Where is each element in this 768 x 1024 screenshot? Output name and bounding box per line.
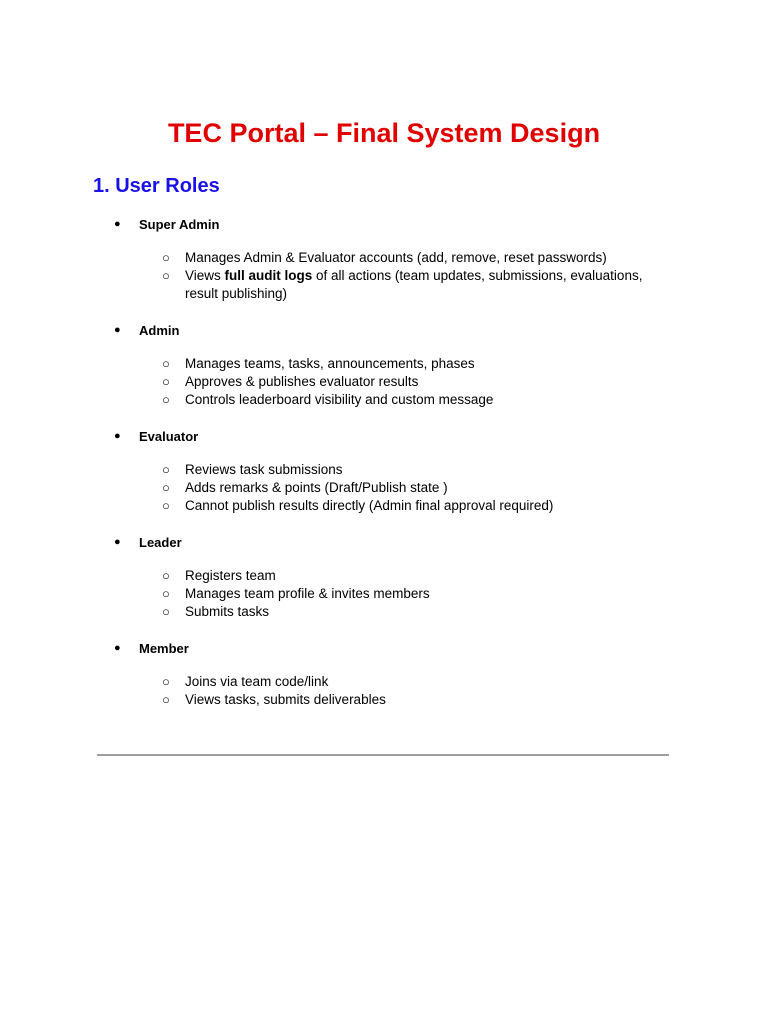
hollow-bullet-icon: ○ <box>162 586 170 601</box>
item-text: Manages Admin & Evaluator accounts (add, remove, reset passwords) <box>185 250 607 265</box>
item-text: Submits tasks <box>185 604 270 619</box>
list-item <box>0 691 768 709</box>
filled-bullet-icon: ● <box>114 324 121 336</box>
list-item <box>0 391 768 409</box>
role-name: Leader <box>139 535 182 550</box>
list-item <box>0 585 768 603</box>
list-item <box>0 267 768 303</box>
role-name: Member <box>139 641 189 656</box>
item-text: Registers team <box>185 568 276 583</box>
hollow-bullet-icon: ○ <box>162 604 170 619</box>
hollow-bullet-icon: ○ <box>162 498 170 513</box>
list-item <box>0 249 768 267</box>
role-super-admin <box>0 214 768 303</box>
item-text: Manages team profile & invites members <box>185 586 430 601</box>
filled-bullet-icon: ● <box>114 642 121 654</box>
hollow-bullet-icon: ○ <box>162 674 170 689</box>
list-item <box>0 673 768 691</box>
filled-bullet-icon: ● <box>114 430 121 442</box>
role-member <box>0 638 768 709</box>
item-text: Views tasks, submits deliverables <box>185 692 386 707</box>
role-admin <box>0 320 768 409</box>
item-text: Manages teams, tasks, announcements, phases <box>185 356 475 371</box>
hollow-bullet-icon: ○ <box>162 374 170 389</box>
role-duties <box>0 249 768 303</box>
section-heading: 1. User Roles <box>93 175 220 197</box>
item-text: Joins via team code/link <box>185 674 329 689</box>
hollow-bullet-icon: ○ <box>162 480 170 495</box>
hollow-bullet-icon: ○ <box>162 250 170 265</box>
hollow-bullet-icon: ○ <box>162 356 170 371</box>
item-text-bold: full audit logs <box>224 268 313 283</box>
role-name: Super Admin <box>139 217 220 232</box>
hollow-bullet-icon: ○ <box>162 462 170 477</box>
roles-list <box>0 214 768 709</box>
role-evaluator <box>0 426 768 515</box>
item-text: Approves & publishes evaluator results <box>185 374 419 389</box>
role-duties <box>0 461 768 515</box>
list-item <box>0 373 768 391</box>
horizontal-divider <box>97 754 669 756</box>
role-name: Admin <box>139 323 180 338</box>
hollow-bullet-icon: ○ <box>162 392 170 407</box>
list-item <box>0 479 768 497</box>
hollow-bullet-icon: ○ <box>162 568 170 583</box>
item-text: Reviews task submissions <box>185 462 343 477</box>
list-item <box>0 461 768 479</box>
filled-bullet-icon: ● <box>114 536 121 548</box>
item-text: Cannot publish results directly (Admin final approval required) <box>185 498 554 513</box>
list-item <box>0 497 768 515</box>
hollow-bullet-icon: ○ <box>162 268 170 283</box>
role-name: Evaluator <box>139 429 199 444</box>
item-text: Adds remarks & points (Draft/Publish state ) <box>185 480 448 495</box>
role-duties <box>0 355 768 409</box>
item-text-pre: Views <box>185 268 225 283</box>
role-duties <box>0 567 768 621</box>
role-duties <box>0 673 768 709</box>
filled-bullet-icon: ● <box>114 218 121 230</box>
list-item <box>0 603 768 621</box>
list-item <box>0 355 768 373</box>
item-text-post: of all actions (team updates, submissions, evaluations, result publishing) <box>185 268 643 301</box>
hollow-bullet-icon: ○ <box>162 692 170 707</box>
item-text: Controls leaderboard visibility and custom message <box>185 392 494 407</box>
list-item <box>0 567 768 585</box>
role-leader <box>0 532 768 621</box>
document-title: TEC Portal – Final System Design <box>167 118 601 148</box>
